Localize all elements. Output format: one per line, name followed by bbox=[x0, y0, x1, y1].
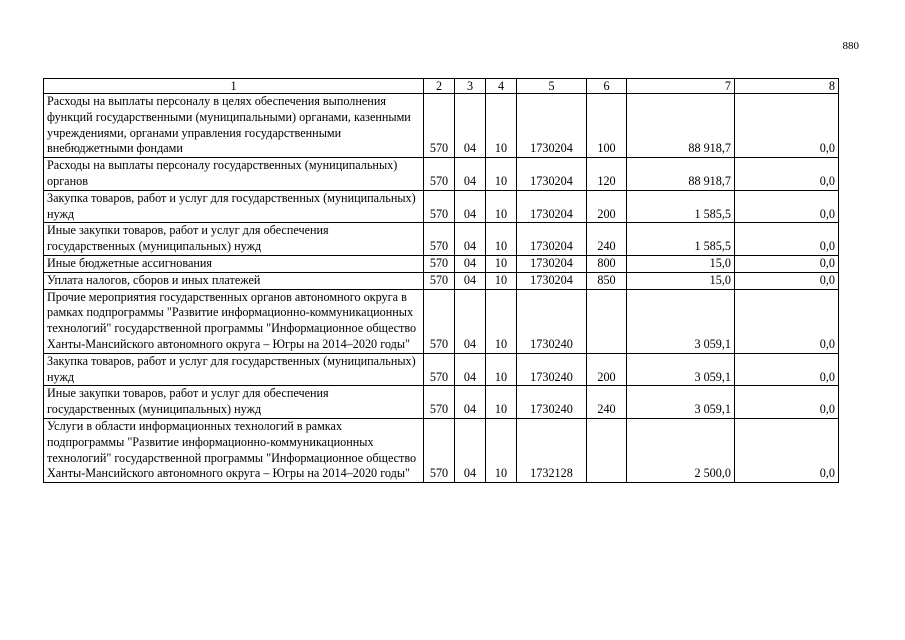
subsection-code: 10 bbox=[486, 289, 517, 353]
expense-type-code: 850 bbox=[587, 272, 627, 289]
expense-type-code: 100 bbox=[587, 94, 627, 158]
subsection-code: 10 bbox=[486, 272, 517, 289]
target-article-code: 1730204 bbox=[517, 223, 587, 256]
amount-value: 88 918,7 bbox=[627, 158, 735, 191]
admin-code: 570 bbox=[424, 418, 455, 482]
target-article-code: 1730204 bbox=[517, 272, 587, 289]
item-name: Уплата налогов, сборов и иных платежей bbox=[44, 272, 424, 289]
expense-type-code: 120 bbox=[587, 158, 627, 191]
expense-type-code: 800 bbox=[587, 255, 627, 272]
section-code: 04 bbox=[455, 190, 486, 223]
target-article-code: 1732128 bbox=[517, 418, 587, 482]
amount-value: 3 059,1 bbox=[627, 353, 735, 386]
admin-code: 570 bbox=[424, 158, 455, 191]
target-article-code: 1730204 bbox=[517, 158, 587, 191]
amount-value: 15,0 bbox=[627, 272, 735, 289]
target-article-code: 1730240 bbox=[517, 289, 587, 353]
item-name: Прочие мероприятия государственных органов автономного округа в рамках подпрограммы "Развитие информационно-коммуникационных технологий" государственной программы "Информационное общество Ханты-Мансийского автономного округа – Югры на 2014–2020 годы" bbox=[44, 289, 424, 353]
subsection-code: 10 bbox=[486, 190, 517, 223]
header-col-4: 4 bbox=[486, 79, 517, 94]
expense-type-code bbox=[587, 418, 627, 482]
admin-code: 570 bbox=[424, 223, 455, 256]
target-article-code: 1730240 bbox=[517, 386, 587, 419]
section-code: 04 bbox=[455, 272, 486, 289]
header-col-3: 3 bbox=[455, 79, 486, 94]
subsection-code: 10 bbox=[486, 353, 517, 386]
target-article-code: 1730204 bbox=[517, 190, 587, 223]
header-col-6: 6 bbox=[587, 79, 627, 94]
second-amount-value: 0,0 bbox=[735, 353, 839, 386]
amount-value: 88 918,7 bbox=[627, 94, 735, 158]
second-amount-value: 0,0 bbox=[735, 94, 839, 158]
item-name: Закупка товаров, работ и услуг для государственных (муниципальных) нужд bbox=[44, 353, 424, 386]
page-number: 880 bbox=[842, 40, 859, 52]
admin-code: 570 bbox=[424, 255, 455, 272]
section-code: 04 bbox=[455, 255, 486, 272]
subsection-code: 10 bbox=[486, 255, 517, 272]
expense-type-code: 240 bbox=[587, 386, 627, 419]
admin-code: 570 bbox=[424, 272, 455, 289]
table-row bbox=[44, 386, 839, 419]
item-name: Расходы на выплаты персоналу государственных (муниципальных) органов bbox=[44, 158, 424, 191]
item-name: Расходы на выплаты персоналу в целях обеспечения выполнения функций государственными (муниципальными) органами, казенными учреждениями, органами управления государственными внебюджетными фондами bbox=[44, 94, 424, 158]
table-body bbox=[44, 94, 839, 483]
target-article-code: 1730204 bbox=[517, 94, 587, 158]
target-article-code: 1730204 bbox=[517, 255, 587, 272]
subsection-code: 10 bbox=[486, 418, 517, 482]
section-code: 04 bbox=[455, 223, 486, 256]
expense-type-code: 200 bbox=[587, 190, 627, 223]
target-article-code: 1730240 bbox=[517, 353, 587, 386]
item-name: Иные закупки товаров, работ и услуг для обеспечения государственных (муниципальных) нужд bbox=[44, 386, 424, 419]
subsection-code: 10 bbox=[486, 223, 517, 256]
table-row bbox=[44, 223, 839, 256]
table-row bbox=[44, 418, 839, 482]
admin-code: 570 bbox=[424, 386, 455, 419]
admin-code: 570 bbox=[424, 353, 455, 386]
section-code: 04 bbox=[455, 386, 486, 419]
header-col-2: 2 bbox=[424, 79, 455, 94]
second-amount-value: 0,0 bbox=[735, 190, 839, 223]
header-row bbox=[44, 79, 839, 94]
second-amount-value: 0,0 bbox=[735, 272, 839, 289]
subsection-code: 10 bbox=[486, 94, 517, 158]
amount-value: 3 059,1 bbox=[627, 386, 735, 419]
amount-value: 1 585,5 bbox=[627, 223, 735, 256]
item-name: Закупка товаров, работ и услуг для государственных (муниципальных) нужд bbox=[44, 190, 424, 223]
header-col-5: 5 bbox=[517, 79, 587, 94]
subsection-code: 10 bbox=[486, 158, 517, 191]
item-name: Иные бюджетные ассигнования bbox=[44, 255, 424, 272]
amount-value: 2 500,0 bbox=[627, 418, 735, 482]
header-col-1: 1 bbox=[44, 79, 424, 94]
admin-code: 570 bbox=[424, 94, 455, 158]
budget-table bbox=[43, 78, 839, 483]
subsection-code: 10 bbox=[486, 386, 517, 419]
admin-code: 570 bbox=[424, 289, 455, 353]
expense-type-code: 200 bbox=[587, 353, 627, 386]
section-code: 04 bbox=[455, 418, 486, 482]
amount-value: 1 585,5 bbox=[627, 190, 735, 223]
table-row bbox=[44, 94, 839, 158]
header-col-7: 7 bbox=[627, 79, 735, 94]
admin-code: 570 bbox=[424, 190, 455, 223]
table-row bbox=[44, 190, 839, 223]
second-amount-value: 0,0 bbox=[735, 158, 839, 191]
table-row bbox=[44, 353, 839, 386]
second-amount-value: 0,0 bbox=[735, 418, 839, 482]
amount-value: 3 059,1 bbox=[627, 289, 735, 353]
item-name: Услуги в области информационных технологий в рамках подпрограммы "Развитие информационно-коммуникационных технологий" государственной программы "Информационное общество Ханты-Мансийского автономного округа – Югры на 2014–2020 годы" bbox=[44, 418, 424, 482]
table-row bbox=[44, 272, 839, 289]
section-code: 04 bbox=[455, 289, 486, 353]
expense-type-code bbox=[587, 289, 627, 353]
second-amount-value: 0,0 bbox=[735, 223, 839, 256]
item-name: Иные закупки товаров, работ и услуг для обеспечения государственных (муниципальных) нужд bbox=[44, 223, 424, 256]
section-code: 04 bbox=[455, 158, 486, 191]
second-amount-value: 0,0 bbox=[735, 255, 839, 272]
table-row bbox=[44, 158, 839, 191]
section-code: 04 bbox=[455, 94, 486, 158]
header-col-8: 8 bbox=[735, 79, 839, 94]
section-code: 04 bbox=[455, 353, 486, 386]
amount-value: 15,0 bbox=[627, 255, 735, 272]
second-amount-value: 0,0 bbox=[735, 289, 839, 353]
second-amount-value: 0,0 bbox=[735, 386, 839, 419]
table-row bbox=[44, 289, 839, 353]
table-row bbox=[44, 255, 839, 272]
expense-type-code: 240 bbox=[587, 223, 627, 256]
